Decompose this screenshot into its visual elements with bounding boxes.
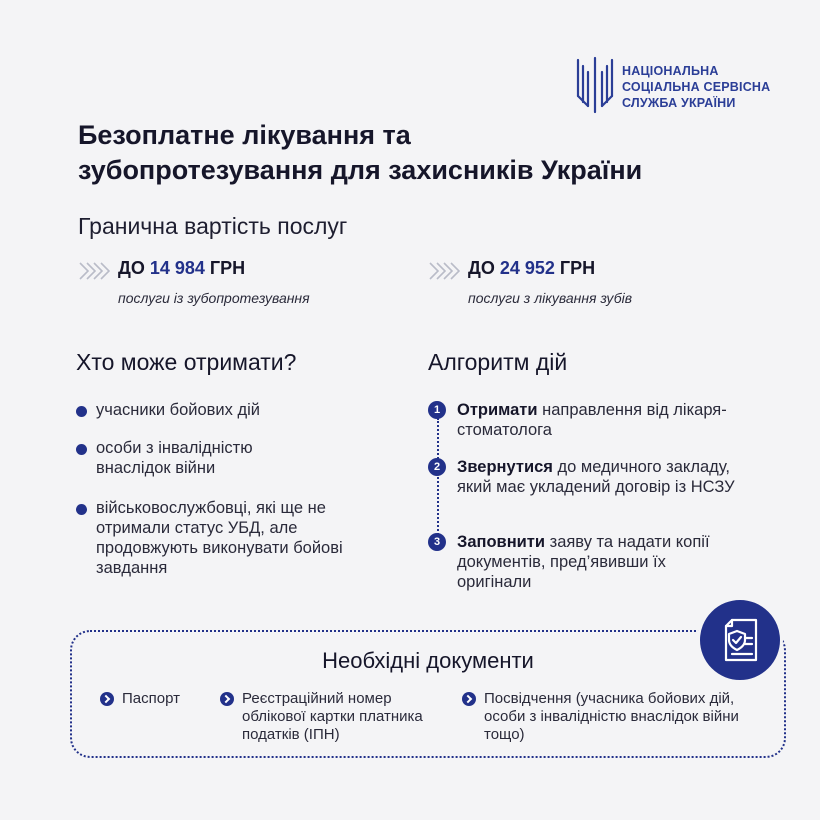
steps-connector bbox=[437, 418, 439, 538]
page-title bbox=[78, 118, 778, 188]
step-number: 2 bbox=[428, 458, 446, 476]
step-number: 3 bbox=[428, 533, 446, 551]
price-amount: ДО 24 952 ГРН bbox=[468, 258, 596, 278]
logo-line-3: СЛУЖБА УКРАЇНИ bbox=[622, 96, 736, 110]
title-line-1: Безоплатне лікування та bbox=[78, 120, 411, 150]
price-description: послуги з лікування зубів bbox=[468, 290, 633, 306]
cost-heading: Гранична вартість послуг bbox=[78, 213, 348, 239]
logo-line-1: НАЦІОНАЛЬНА bbox=[622, 64, 719, 78]
bullet-dot bbox=[76, 444, 87, 455]
price-amount: ДО 14 984 ГРН bbox=[118, 258, 246, 278]
documents-heading: Необхідні документи bbox=[322, 648, 534, 673]
logo-wordmark bbox=[622, 63, 770, 111]
chevrons-right-icon bbox=[428, 261, 460, 281]
title-line-2: зубопротезування для захисників України bbox=[78, 155, 643, 185]
logo-line-2: СОЦІАЛЬНА СЕРВІСНА bbox=[622, 80, 771, 94]
chevron-circle-icon bbox=[220, 692, 234, 706]
shield-document-badge bbox=[697, 597, 783, 683]
step-number: 1 bbox=[428, 401, 446, 419]
algorithm-heading: Алгоритм дій bbox=[428, 349, 568, 375]
bullet-dot bbox=[76, 406, 87, 417]
chevron-circle-icon bbox=[100, 692, 114, 706]
chevron-circle-icon bbox=[462, 692, 476, 706]
bullet-dot bbox=[76, 504, 87, 515]
chevrons-right-icon bbox=[78, 261, 110, 281]
trident-emblem-icon bbox=[575, 56, 615, 116]
nssu-logo bbox=[575, 56, 795, 116]
price-description: послуги із зубопротезування bbox=[118, 290, 310, 306]
who-heading: Хто може отримати? bbox=[76, 349, 297, 375]
shield-document-icon bbox=[712, 612, 768, 668]
